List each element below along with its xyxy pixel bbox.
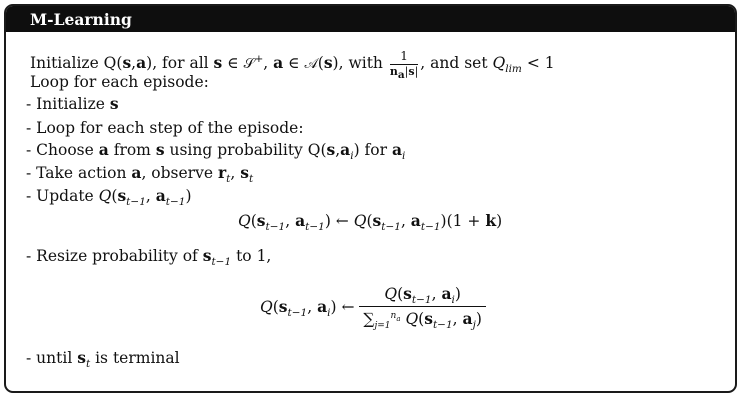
algorithm-title: M-Learning bbox=[30, 10, 132, 29]
init-fraction: $\frac{1}{n_a|s|}$ bbox=[389, 49, 419, 82]
loop-episode-line: Loop for each episode: bbox=[30, 73, 209, 91]
until-line: - until $s_t$ is terminal bbox=[26, 348, 180, 371]
init-line: Initialize Q(s,a), for all s ∈ 𝒮+, a ∈ 𝒜(s), with $\frac{1}{n_a|s|}$ , and set $Q_{lim} < 1$ bbox=[30, 49, 555, 82]
update-line: - Update $Q(s_{t-1}$, $a_{t-1}$) bbox=[26, 186, 192, 209]
update-equation: $Q(s_{t-1}$, $a_{t-1}$) ← $Q(s_{t-1}$, $a_{t-1})(1 + k)$ bbox=[238, 211, 503, 234]
normalize-fraction: $\frac{Q(s_{t-1}, a_i)}{\sum_{j=1}^{n_a} Q(s_{t-1}, a_j)}$ bbox=[359, 284, 486, 329]
resize-line: - Resize probability of $s_{t-1}$ to 1, bbox=[26, 246, 272, 269]
algorithm-box bbox=[4, 4, 737, 393]
normalize-equation: $Q(s_{t-1}$, $a_i$) ← $\frac{Q(s_{t-1}, a_i)}{\sum_{j=1}^{n_a} Q(s_{t-1}, a_j)}$ bbox=[260, 284, 486, 329]
choose-action-line: - Choose a from s using probability $Q(s,a_i)$ for $a_i$ bbox=[26, 140, 406, 163]
loop-step-line: - Loop for each step of the episode: bbox=[26, 119, 304, 137]
algorithm-header bbox=[6, 6, 735, 32]
take-action-line: - Take action a, observe $r_t$, $s_t$ bbox=[26, 163, 254, 186]
init-state-line: - Initialize s bbox=[26, 94, 119, 113]
